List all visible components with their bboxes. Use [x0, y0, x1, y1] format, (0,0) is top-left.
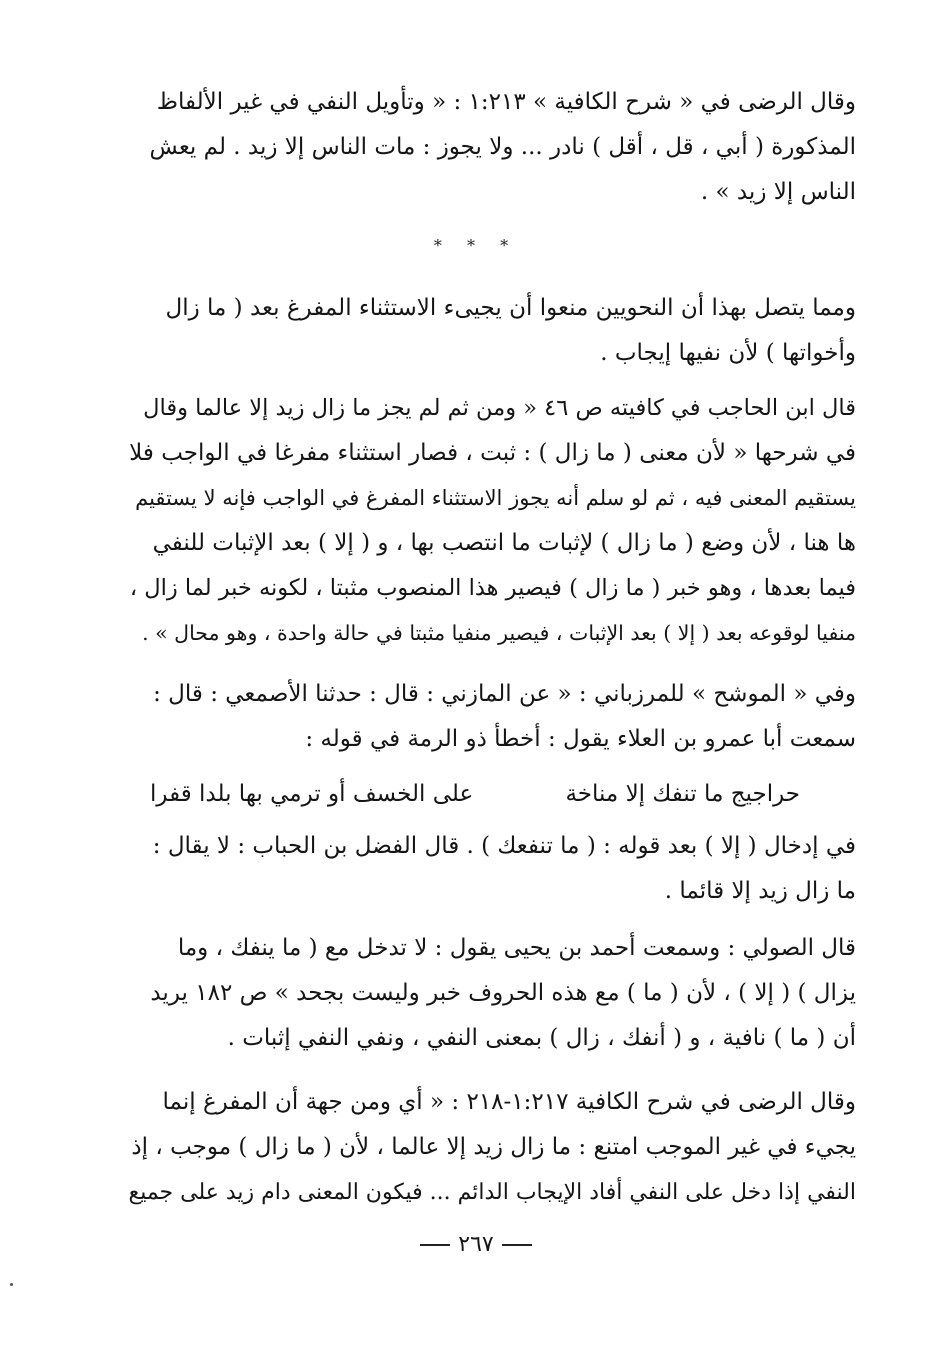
paragraph-fadl-ibn-hubab: [128, 824, 856, 914]
scan-speck: [10, 1283, 13, 1286]
paragraph-radi-sharh-kafiya-1: [128, 80, 856, 215]
text-line: يجيء في غير الموجب امتنع : ما زال زيد إلا عالما ، لأن ( ما زال ) موجب ، إذ: [131, 1134, 856, 1160]
text-line: في شرحها « لأن معنى ( ما زال ) : ثبت ، فصار استثناء مفرغا في الواجب فلا: [129, 440, 856, 466]
text-line: منفيا لوقوعه بعد ( إلا ) بعد الإثبات ، فيصير منفيا مثبتا في حالة واحدة ، وهو محال » .: [142, 621, 856, 645]
text-line: يزال ) ( إلا ) ، لأن ( ما ) مع هذه الحروف خبر وليست بجحد » ص ١٨٢ يريد: [150, 980, 856, 1006]
text-line: المذكورة ( أبي ، قل ، أقل ) نادر ... ولا يجوز : مات الناس إلا زيد . لم يعش: [149, 134, 856, 160]
text-line: الناس إلا زيد » .: [700, 179, 856, 205]
verse-first-hemistich: حراجيج ما تنفك إلا مناخة: [565, 781, 800, 807]
footer-dash: [502, 1244, 532, 1246]
paragraph-muwashshah: [128, 672, 856, 762]
text-line: ومما يتصل بهذا أن النحويين منعوا أن يجيىء الاستثناء المفرغ بعد ( ما زال: [165, 295, 856, 321]
footer-dash: [420, 1244, 450, 1246]
paragraph-suli: [128, 926, 856, 1061]
text-line: فيما بعدها ، وهو خبر ( ما زال ) فيصير هذا المنصوب مثبتا ، لكونه خبر لما زال ،: [129, 575, 856, 601]
text-line: ها هنا ، لأن وضع ( ما زال ) لإثبات ما انتصب بها ، و ( إلا ) بعد الإثبات للنفي: [152, 530, 856, 556]
paragraph-ibn-hajib: [128, 386, 856, 656]
page-footer: [0, 1232, 952, 1257]
text-line: النفي إذا دخل على النفي أفاد الإيجاب الدائم ... فيكون المعنى دام زيد على جميع: [128, 1180, 856, 1205]
text-line: وأخواتها ) لأن نفيها إيجاب .: [600, 340, 856, 366]
text-line: أن ( ما ) نافية ، و ( أنفك ، زال ) بمعنى النفي ، ونفي النفي إثبات .: [227, 1025, 856, 1051]
text-line: وقال الرضى في شرح الكافية ١:٢١٧-٢١٨ : « أي ومن جهة أن المفرغ إنما: [162, 1089, 856, 1115]
page-number: ٢٦٧: [458, 1232, 494, 1257]
text-line: قال ابن الحاجب في كافيته ص ٤٦ « ومن ثم لم يجز ما زال زيد إلا عالما وقال: [143, 395, 856, 421]
text-line: سمعت أبا عمرو بن العلاء يقول : أخطأ ذو الرمة في قوله :: [305, 726, 856, 752]
text-line: قال الصولي : وسمعت أحمد بن يحيى يقول : لا تدخل مع ( ما ينفك ، وما: [177, 935, 856, 961]
verse-second-hemistich: على الخسف أو ترمي بها بلدا قفرا: [150, 781, 474, 807]
text-line: ما زال زيد إلا قائما .: [664, 878, 856, 904]
section-separator: * * *: [433, 236, 519, 255]
paragraph-nahwiyyin: [128, 286, 856, 376]
text-line: وقال الرضى في « شرح الكافية » ١:٢١٣ : « وتأويل النفي في غير الألفاظ: [156, 89, 856, 115]
text-line: وفي « الموشح » للمرزباني : « عن المازني : قال : حدثنا الأصمعي : قال :: [153, 681, 856, 707]
text-line: يستقيم المعنى فيه ، ثم لو سلم أنه يجوز الاستثناء المفرغ في الواجب فإنه لا يستقيم: [135, 486, 856, 510]
text-line: في إدخال ( إلا ) بعد قوله : ( ما تنفعك ) . قال الفضل بن الحباب : لا يقال :: [152, 833, 856, 859]
paragraph-radi-sharh-kafiya-2: [128, 1080, 856, 1215]
